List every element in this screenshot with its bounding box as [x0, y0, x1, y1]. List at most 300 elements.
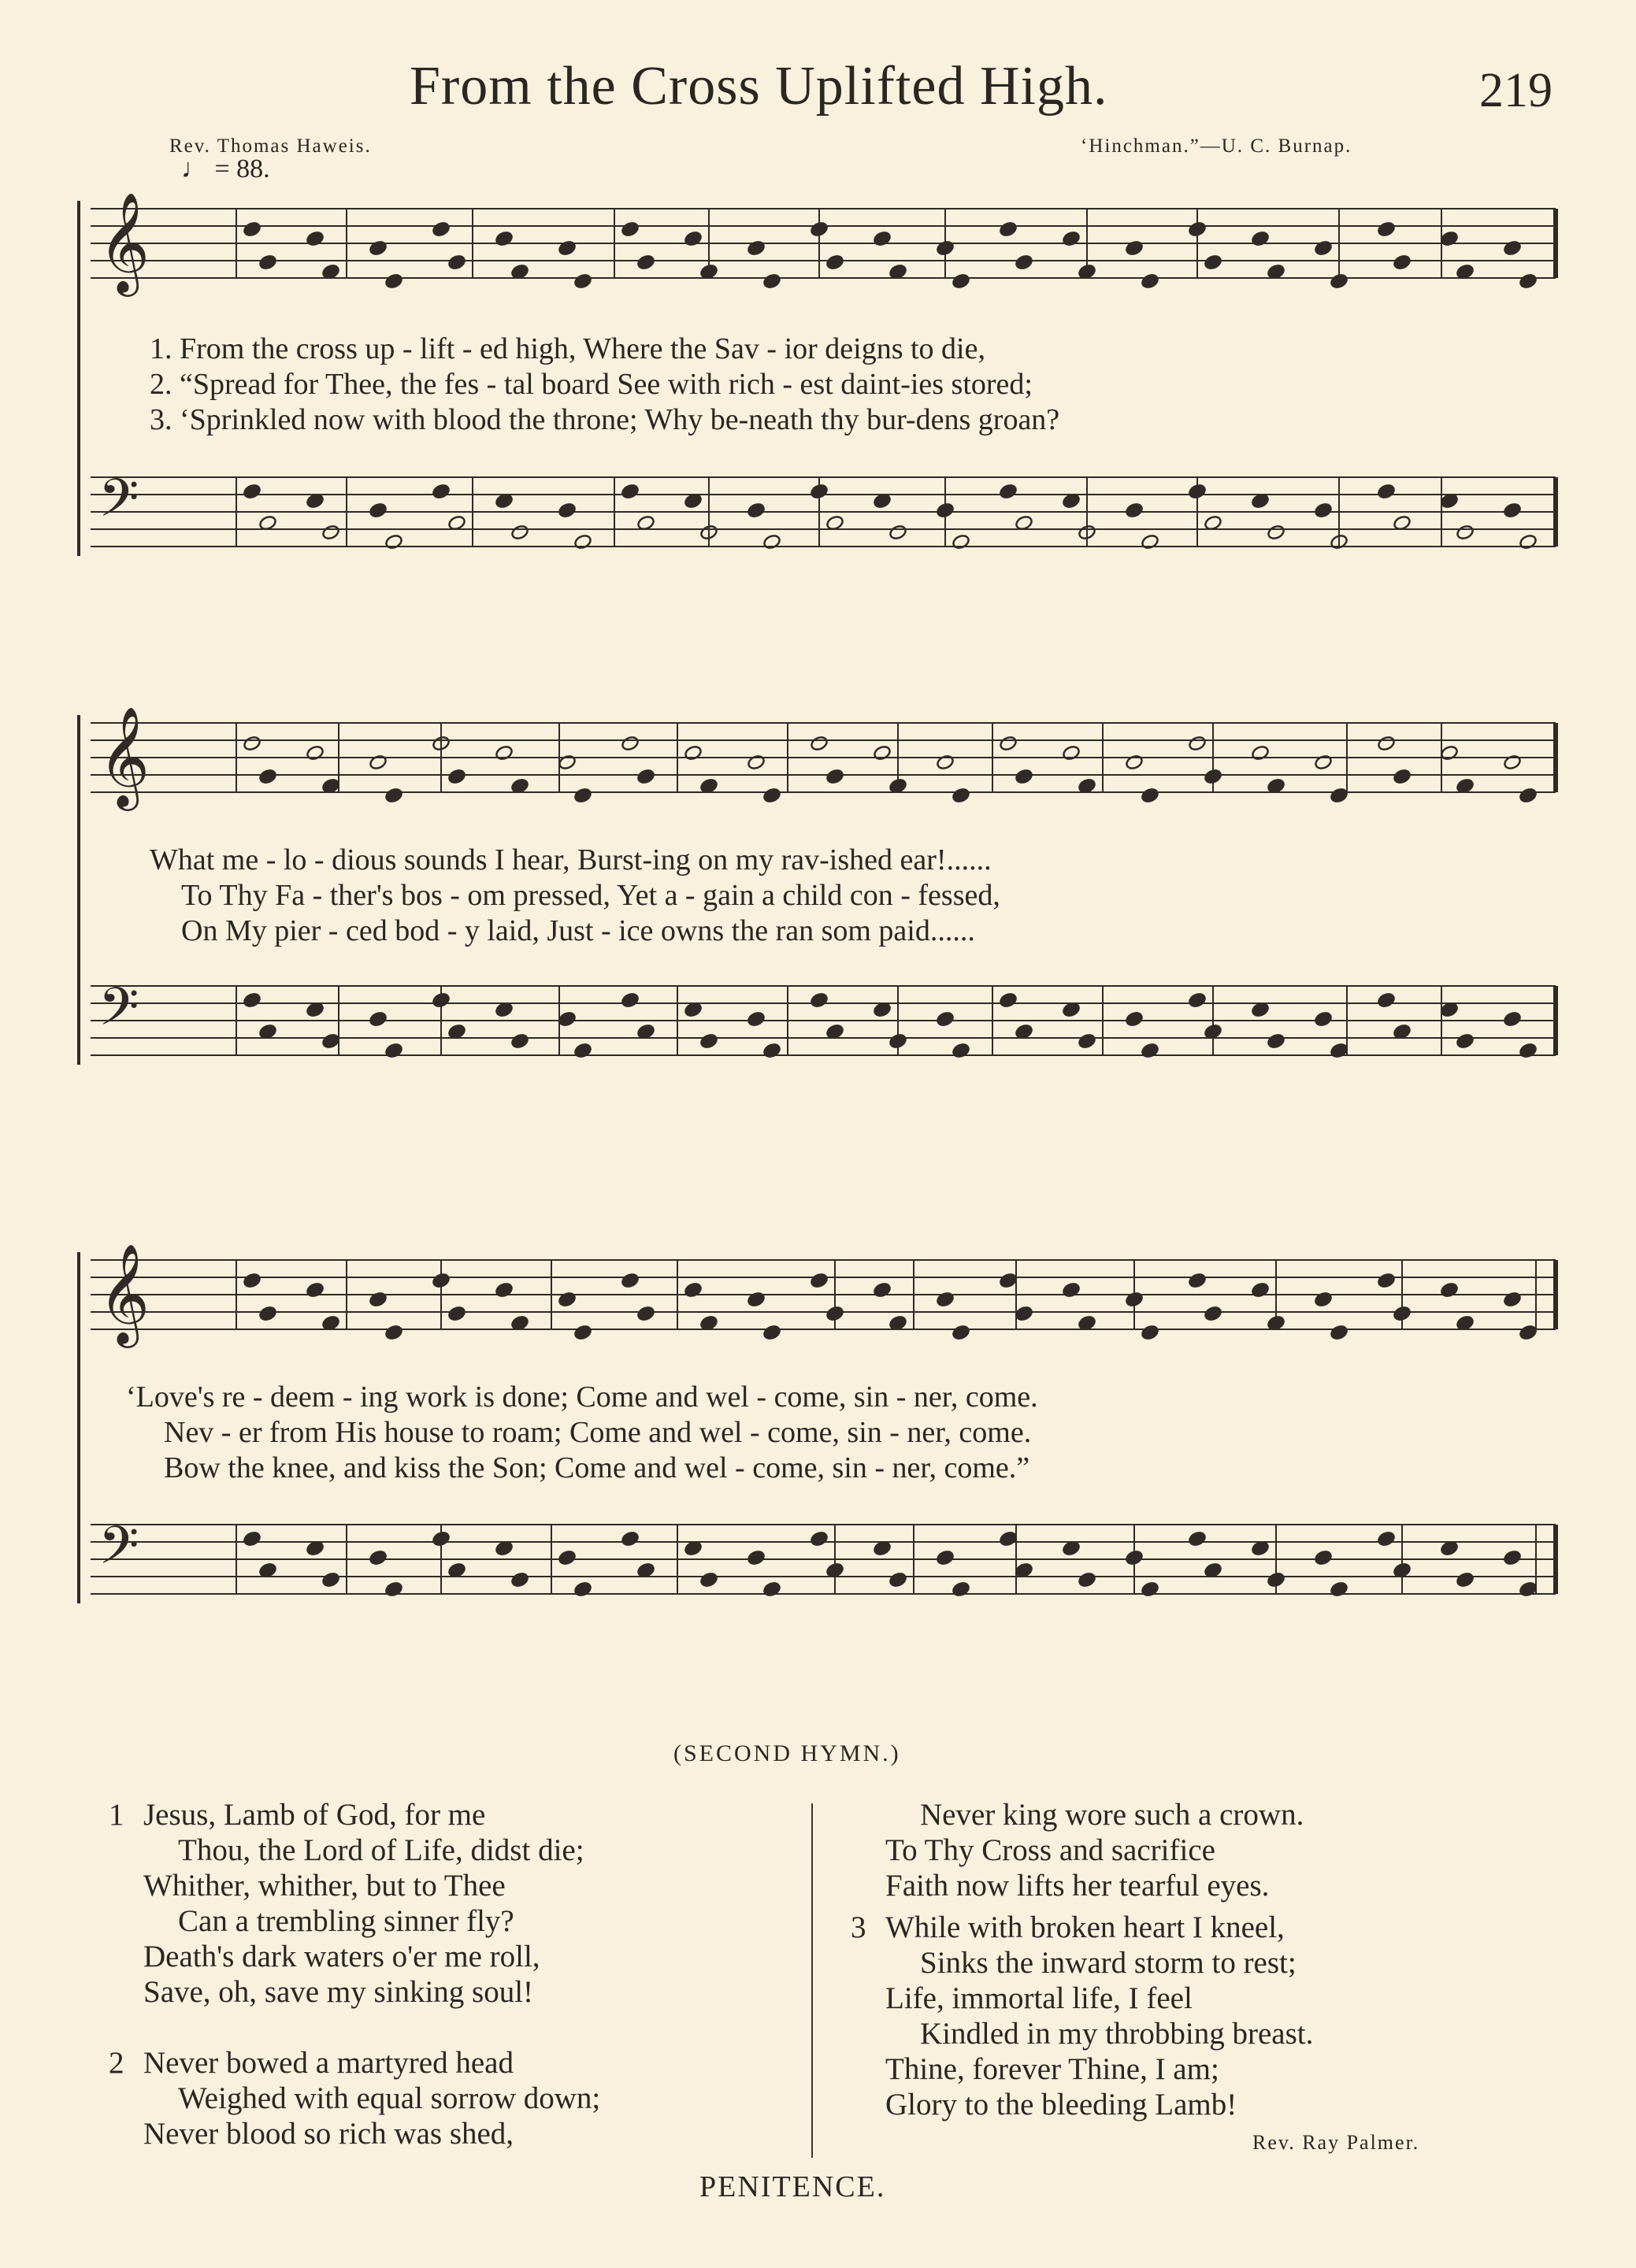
note-head [1204, 1562, 1222, 1578]
note-head [1330, 1042, 1348, 1058]
note-head [1393, 1023, 1412, 1040]
note-head [447, 1023, 466, 1040]
note-head [1519, 1324, 1538, 1340]
note-head [952, 787, 970, 803]
note-head [1125, 502, 1144, 518]
note-head [1440, 230, 1459, 246]
note-head [1456, 524, 1475, 540]
note-head [999, 220, 1018, 237]
note-head [762, 787, 781, 803]
hymn-line: Can a trembling sinner fly? [178, 1904, 514, 1938]
note-head [636, 1305, 655, 1321]
note-head [1440, 1281, 1459, 1298]
note-head [573, 1324, 592, 1340]
note-head [1125, 754, 1144, 770]
hymn-line: Whither, whither, but to Thee [143, 1869, 506, 1903]
lyric-line: 1. From the cross up - lift - ed high, Where the Sav - ior deigns to die, [150, 332, 985, 365]
note-head [1078, 263, 1096, 280]
note-head [1141, 1324, 1159, 1340]
bass-clef-icon: 𝄢 [98, 976, 139, 1050]
note-head [510, 777, 529, 794]
treble-clef-icon: 𝄞 [98, 191, 150, 292]
note-head [636, 254, 655, 270]
note-head [762, 1581, 781, 1597]
note-head [699, 1032, 718, 1049]
note-head [636, 1562, 655, 1578]
note-head [1078, 777, 1096, 794]
note-head [621, 1530, 640, 1547]
note-head [1314, 1549, 1333, 1566]
note-head [258, 254, 277, 270]
note-head [1267, 1314, 1285, 1331]
note-head [1377, 1272, 1396, 1288]
note-head [936, 1291, 955, 1307]
note-head [306, 1281, 325, 1298]
note-head [936, 1010, 955, 1027]
note-head [495, 1540, 514, 1556]
note-head [321, 1032, 340, 1049]
page-footer: PENITENCE. [699, 2170, 886, 2203]
note-head [936, 502, 955, 518]
note-head [1314, 754, 1333, 770]
note-head [1503, 1010, 1522, 1027]
note-head [1188, 1530, 1207, 1547]
note-head [699, 263, 718, 280]
note-head [1251, 744, 1270, 761]
note-head [873, 492, 892, 509]
stanza-number: 2 [109, 2046, 124, 2080]
note-head [1519, 272, 1538, 289]
note-head [1062, 744, 1081, 761]
page-number: 219 [1479, 64, 1553, 117]
note-head [558, 754, 577, 770]
note-head [684, 1281, 703, 1298]
lyric-line: Nev - er from His house to roam; Come and wel - come, sin - ner, come. [164, 1416, 1032, 1449]
note-head [1188, 483, 1207, 499]
note-head [1503, 1291, 1522, 1307]
note-head [810, 991, 829, 1008]
note-head [306, 1001, 325, 1017]
bass-clef-icon: 𝄢 [98, 1515, 139, 1588]
note-head [888, 1571, 907, 1588]
note-head [1062, 1001, 1081, 1017]
hymn-title: From the Cross Uplifted High. [410, 56, 1108, 117]
note-head [558, 1549, 577, 1566]
note-head [762, 1324, 781, 1340]
stanza-number: 3 [851, 1910, 866, 1944]
note-head [1141, 787, 1159, 803]
lyric-line: ‘Love's re - deem - ing work is done; Come and wel - come, sin - ner, come. [126, 1380, 1038, 1414]
note-head [258, 514, 277, 531]
note-head [384, 1581, 403, 1597]
hymn-line: Death's dark waters o'er me roll, [143, 1940, 540, 1973]
note-head [432, 991, 451, 1008]
note-head [1267, 777, 1285, 794]
note-head [699, 524, 718, 540]
note-head [825, 1562, 844, 1578]
note-head [999, 991, 1018, 1008]
note-head [684, 230, 703, 246]
note-head [1015, 768, 1033, 784]
note-head [384, 272, 403, 289]
note-head [888, 524, 907, 540]
note-head [1440, 492, 1459, 509]
note-head [510, 524, 529, 540]
lyric-line: On My pier - ced bod - y laid, Just - ice owns the ran som paid...... [181, 914, 975, 947]
note-head [321, 524, 340, 540]
note-head [684, 1001, 703, 1017]
note-head [1188, 220, 1207, 237]
note-head [684, 492, 703, 509]
lyric-line: 2. “Spread for Thee, the fes - tal board See with rich - est daint-ies stored; [150, 368, 1033, 401]
note-head [1330, 272, 1348, 289]
note-head [1330, 533, 1348, 550]
note-head [1440, 1540, 1459, 1556]
note-head [573, 1042, 592, 1058]
music-credit: ‘Hinchman.”—U. C. Burnap. [1081, 135, 1352, 157]
hymn-line: Never bowed a martyred head [143, 2046, 514, 2080]
note-head [1251, 1540, 1270, 1556]
note-head [1456, 777, 1475, 794]
note-head [258, 768, 277, 784]
note-head [873, 230, 892, 246]
note-head [936, 239, 955, 256]
note-head [1204, 1305, 1222, 1321]
note-head [636, 514, 655, 531]
note-head [1519, 1042, 1538, 1058]
note-head [1503, 239, 1522, 256]
note-head [1440, 1001, 1459, 1017]
note-head [621, 1272, 640, 1288]
note-head [1440, 744, 1459, 761]
note-head [1377, 483, 1396, 499]
note-head [621, 991, 640, 1008]
note-head [636, 1023, 655, 1040]
note-head [936, 1549, 955, 1566]
note-head [1330, 1581, 1348, 1597]
note-head [1267, 263, 1285, 280]
hymn-line: Sinks the inward storm to rest; [920, 1946, 1297, 1980]
note-head [1204, 254, 1222, 270]
note-head [873, 744, 892, 761]
hymn-line: Thou, the Lord of Life, didst die; [178, 1833, 584, 1867]
note-head [1188, 991, 1207, 1008]
note-head [432, 220, 451, 237]
note-head [1062, 492, 1081, 509]
hymn-line: Jesus, Lamb of God, for me [143, 1798, 486, 1832]
note-head [952, 533, 970, 550]
note-head [306, 744, 325, 761]
system2-lyrics [150, 843, 1000, 949]
note-head [999, 483, 1018, 499]
words-credit: Rev. Thomas Haweis. [169, 135, 372, 157]
note-head [952, 1581, 970, 1597]
note-head [384, 1324, 403, 1340]
note-head [369, 1010, 388, 1027]
system3-lyrics [126, 1380, 1038, 1486]
hymn-line: Thine, forever Thine, I am; [885, 2052, 1219, 2086]
note-head [999, 1530, 1018, 1547]
note-head [495, 1001, 514, 1017]
note-head [495, 744, 514, 761]
treble-clef-icon: 𝄞 [98, 706, 150, 806]
note-head [699, 777, 718, 794]
note-head [1251, 1281, 1270, 1298]
note-head [510, 263, 529, 280]
note-head [1330, 787, 1348, 803]
note-head [1204, 514, 1222, 531]
note-head [258, 1023, 277, 1040]
note-head [321, 777, 340, 794]
note-head [1456, 1314, 1475, 1331]
note-head [258, 1305, 277, 1321]
note-head [1078, 1314, 1096, 1331]
note-head [1204, 1023, 1222, 1040]
note-head [621, 220, 640, 237]
note-head [369, 502, 388, 518]
note-head [810, 1530, 829, 1547]
note-head [1314, 1291, 1333, 1307]
note-head [447, 768, 466, 784]
note-head [558, 239, 577, 256]
system1-lyrics [150, 332, 1059, 438]
note-head [447, 254, 466, 270]
note-head [369, 1549, 388, 1566]
hymn-line: Kindled in my throbbing breast. [920, 2017, 1314, 2051]
note-head [825, 1305, 844, 1321]
note-head [369, 754, 388, 770]
note-head [1141, 533, 1159, 550]
hymn-line: Weighed with equal sorrow down; [178, 2081, 601, 2115]
note-head [1393, 514, 1412, 531]
note-head [321, 263, 340, 280]
note-head [432, 735, 451, 751]
note-head [243, 220, 262, 237]
note-head [888, 1032, 907, 1049]
note-head [699, 1571, 718, 1588]
note-head [762, 272, 781, 289]
note-head [1251, 492, 1270, 509]
note-head [699, 1314, 718, 1331]
note-head [1015, 514, 1033, 531]
note-head [1251, 1001, 1270, 1017]
note-head [810, 1272, 829, 1288]
note-head [1314, 239, 1333, 256]
note-head [258, 1562, 277, 1578]
note-head [1503, 1549, 1522, 1566]
note-head [888, 777, 907, 794]
note-head [1330, 1324, 1348, 1340]
note-head [1125, 1010, 1144, 1027]
note-head [558, 502, 577, 518]
note-head [873, 1281, 892, 1298]
second-hymn-right-column [851, 1797, 1313, 2122]
note-head [510, 1032, 529, 1049]
note-head [1456, 263, 1475, 280]
note-head [873, 1001, 892, 1017]
note-head [1267, 1032, 1285, 1049]
note-head [952, 1042, 970, 1058]
note-head [1377, 991, 1396, 1008]
note-head [447, 1562, 466, 1578]
note-head [747, 754, 766, 770]
note-head [684, 1540, 703, 1556]
note-head [762, 533, 781, 550]
hymn-line: Never blood so rich was shed, [143, 2117, 514, 2151]
note-head [1456, 1032, 1475, 1049]
note-head [999, 1272, 1018, 1288]
note-head [825, 254, 844, 270]
column-divider [811, 1803, 813, 2158]
note-head [1393, 1562, 1412, 1578]
note-head [1393, 768, 1412, 784]
bass-clef-icon: 𝄢 [98, 468, 139, 541]
hymn-line: While with broken heart I kneel, [885, 1910, 1285, 1944]
note-head [747, 502, 766, 518]
note-head [573, 272, 592, 289]
note-head [636, 768, 655, 784]
note-head [810, 220, 829, 237]
note-head [1503, 754, 1522, 770]
note-head [999, 735, 1018, 751]
second-hymn-heading: (SECOND HYMN.) [673, 1740, 901, 1766]
note-head [1078, 1032, 1096, 1049]
note-head [1015, 1562, 1033, 1578]
note-head [810, 483, 829, 499]
note-head [1125, 239, 1144, 256]
note-head [384, 787, 403, 803]
hymn-line: Faith now lifts her tearful eyes. [885, 1869, 1270, 1903]
note-head [1015, 1305, 1033, 1321]
note-head [1015, 1023, 1033, 1040]
note-head [1377, 220, 1396, 237]
note-head [432, 1530, 451, 1547]
stanza-3 [851, 1910, 1313, 2122]
note-head [495, 1281, 514, 1298]
note-head [888, 263, 907, 280]
note-head [1204, 768, 1222, 784]
note-head [1456, 1571, 1475, 1588]
stanza-number: 1 [109, 1798, 124, 1832]
note-head [306, 1540, 325, 1556]
note-head [747, 239, 766, 256]
note-head [432, 483, 451, 499]
note-head [495, 230, 514, 246]
note-head [1519, 1581, 1538, 1597]
note-head [747, 1549, 766, 1566]
note-head [573, 1581, 592, 1597]
stanza-2-continued [851, 1797, 1313, 1903]
lyric-line: To Thy Fa - ther's bos - om pressed, Yet a - gain a child con - fessed, [181, 879, 1000, 912]
note-head [1125, 1291, 1144, 1307]
note-head [321, 1571, 340, 1588]
note-head [1078, 524, 1096, 540]
lyric-line: 3. ‘Sprinkled now with blood the throne; Why be-neath thy bur-dens groan? [150, 403, 1060, 436]
hymn-line: Life, immortal life, I feel [885, 1981, 1193, 2015]
note-head [369, 1291, 388, 1307]
note-head [432, 1272, 451, 1288]
note-head [936, 754, 955, 770]
note-head [243, 1272, 262, 1288]
note-head [1141, 272, 1159, 289]
note-head [1078, 1571, 1096, 1588]
lyric-line: Bow the knee, and kiss the Son; Come and wel - come, sin - ner, come.” [164, 1451, 1030, 1484]
note-head [1503, 502, 1522, 518]
treble-clef-icon: 𝄞 [98, 1243, 150, 1343]
note-head [243, 483, 262, 499]
note-head [1141, 1042, 1159, 1058]
hymn-line: Never king wore such a crown. [920, 1798, 1304, 1832]
note-head [1267, 1571, 1285, 1588]
note-head [243, 1530, 262, 1547]
note-head [1393, 1305, 1412, 1321]
second-hymn-left-column [109, 1797, 600, 2151]
note-head [1377, 735, 1396, 751]
note-head [952, 272, 970, 289]
note-head [573, 787, 592, 803]
note-head [447, 514, 466, 531]
note-head [762, 1042, 781, 1058]
note-head [321, 1314, 340, 1331]
note-head [621, 483, 640, 499]
note-head [243, 735, 262, 751]
note-head [573, 533, 592, 550]
hymn-line: Save, oh, save my sinking soul! [143, 1975, 534, 2009]
note-head [1314, 502, 1333, 518]
note-head [825, 768, 844, 784]
note-head [1188, 735, 1207, 751]
note-head [1519, 787, 1538, 803]
note-head [684, 744, 703, 761]
note-head [306, 230, 325, 246]
note-head [1062, 230, 1081, 246]
note-head [384, 533, 403, 550]
note-head [1393, 254, 1412, 270]
note-head [369, 239, 388, 256]
stanza-1 [109, 1797, 600, 2010]
note-head [1062, 1540, 1081, 1556]
note-head [825, 1023, 844, 1040]
note-head [810, 735, 829, 751]
note-head [558, 1291, 577, 1307]
note-head [1519, 533, 1538, 550]
stanza-2 [109, 2045, 600, 2151]
hymn-line: Glory to the bleeding Lamb! [885, 2088, 1237, 2122]
note-head [1141, 1581, 1159, 1597]
note-head [747, 1291, 766, 1307]
hymn-line: To Thy Cross and sacrifice [885, 1833, 1215, 1867]
note-head [621, 735, 640, 751]
note-head [243, 991, 262, 1008]
note-head [888, 1314, 907, 1331]
tempo-marking: ♩ = 88. [181, 154, 270, 183]
note-head [558, 1010, 577, 1027]
note-head [510, 1571, 529, 1588]
note-head [1377, 1530, 1396, 1547]
note-head [495, 492, 514, 509]
note-head [510, 1314, 529, 1331]
note-head [825, 514, 844, 531]
note-head [1267, 524, 1285, 540]
note-head [1062, 1281, 1081, 1298]
note-head [1125, 1549, 1144, 1566]
note-head [1188, 1272, 1207, 1288]
note-head [1015, 254, 1033, 270]
note-head [1251, 230, 1270, 246]
note-head [873, 1540, 892, 1556]
note-head [952, 1324, 970, 1340]
note-head [384, 1042, 403, 1058]
